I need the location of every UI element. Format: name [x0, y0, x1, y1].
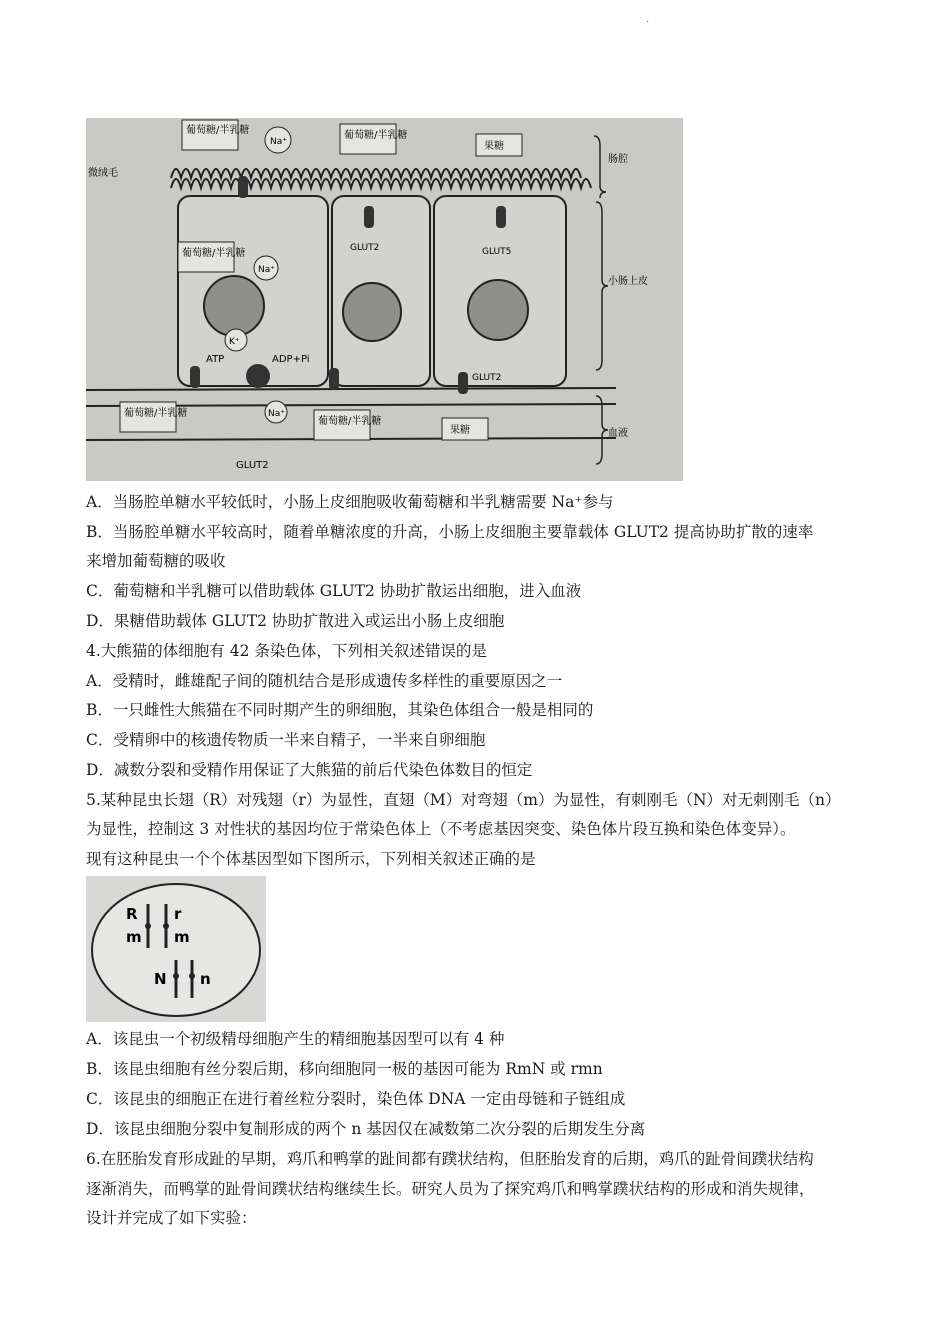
- q6-stem-3: 设计并完成了如下实验：: [86, 1209, 257, 1227]
- label-glut5: GLUT5: [482, 247, 512, 257]
- label-glut2-mid: GLUT2: [350, 243, 380, 253]
- q5-option-d: D．该昆虫细胞分裂中复制形成的两个 n 基因仅在减数第二次分裂的后期发生分离: [86, 1120, 646, 1138]
- q4-option-b: B．一只雌性大熊猫在不同时期产生的卵细胞，其染色体组合一般是相同的: [86, 701, 594, 719]
- q3-option-b-cont: 来增加葡萄糖的吸收: [86, 552, 226, 570]
- q5-stem-1: 5.某种昆虫长翅（R）对残翅（r）为显性，直翅（M）对弯翅（m）为显性，有刺刚毛（N）对无刺刚毛（n）: [86, 791, 841, 809]
- q3-option-c: C．葡萄糖和半乳糖可以借助载体 GLUT2 协助扩散运出细胞，进入血液: [86, 582, 582, 600]
- label-k: K⁺: [229, 337, 240, 347]
- chromosome-figure: [86, 876, 266, 1022]
- label-glucose-galactose-blood-left: 葡萄糖/半乳糖: [124, 408, 188, 419]
- q5-option-a: A．该昆虫一个初级精母细胞产生的精细胞基因型可以有 4 种: [86, 1030, 505, 1048]
- q5-stem-2: 为显性，控制这 3 对性状的基因均位于常染色体上（不考虑基因突变、染色体片段互换和染色体变异）。: [86, 820, 796, 838]
- gene-r: r: [174, 905, 182, 923]
- label-adp: ADP+Pi: [272, 354, 310, 365]
- q4-option-a: A．受精时，雌雄配子间的随机结合是形成遗传多样性的重要原因之一: [86, 672, 563, 690]
- label-glut2-right: GLUT2: [472, 373, 502, 383]
- q4-option-c: C．受精卵中的核遗传物质一半来自精子，一半来自卵细胞: [86, 731, 486, 749]
- label-glucose-galactose-cell: 葡萄糖/半乳糖: [182, 248, 246, 259]
- q3-option-a: A．当肠腔单糖水平较低时，小肠上皮细胞吸收葡萄糖和半乳糖需要 Na⁺参与: [86, 493, 614, 511]
- q3-option-d: D．果糖借助载体 GLUT2 协助扩散进入或运出小肠上皮细胞: [86, 612, 505, 630]
- label-fructose-blood: 果糖: [450, 425, 470, 436]
- gene-N: N: [154, 970, 167, 988]
- label-glut2-bottom: GLUT2: [236, 460, 269, 471]
- q4-option-d: D．减数分裂和受精作用保证了大熊猫的前后代染色体数目的恒定: [86, 761, 533, 779]
- gene-R: R: [126, 905, 138, 923]
- q5-option-b: B．该昆虫细胞有丝分裂后期，移向细胞同一极的基因可能为 RmN 或 rmn: [86, 1060, 603, 1078]
- label-glucose-galactose-mid: 葡萄糖/半乳糖: [344, 130, 408, 141]
- label-atp: ATP: [206, 354, 225, 365]
- gene-m-left: m: [126, 928, 142, 946]
- label-blood: 血液: [608, 428, 628, 439]
- gene-n: n: [200, 970, 211, 988]
- label-na-bottom: Na⁺: [268, 409, 285, 419]
- label-na-cell: Na⁺: [258, 265, 275, 275]
- label-lumen: 肠腔: [608, 154, 628, 165]
- q5-stem-3: 现有这种昆虫一个个体基因型如下图所示，下列相关叙述正确的是: [86, 850, 536, 868]
- q6-stem-1: 6.在胚胎发育形成趾的早期，鸡爪和鸭掌的趾间都有蹼状结构，但胚胎发育的后期，鸡爪的趾骨间蹼状结构: [86, 1150, 814, 1168]
- q4-stem: 4.大熊猫的体细胞有 42 条染色体，下列相关叙述错误的是: [86, 642, 487, 660]
- label-na-top: Na⁺: [270, 137, 287, 147]
- label-epithelium: 小肠上皮: [608, 276, 648, 287]
- label-fructose-top: 果糖: [484, 141, 504, 152]
- gene-m-right: m: [174, 928, 190, 946]
- q3-option-b: B．当肠腔单糖水平较高时，随着单糖浓度的升高，小肠上皮细胞主要靠载体 GLUT2 提高协助扩散的速率: [86, 523, 814, 541]
- label-glucose-galactose-top: 葡萄糖/半乳糖: [186, 125, 250, 136]
- header-mark: .: [646, 14, 650, 25]
- label-microvilli: 微绒毛: [88, 168, 118, 179]
- q6-stem-2: 逐渐消失，而鸭掌的趾骨间蹼状结构继续生长。研究人员为了探究鸡爪和鸭掌蹼状结构的形成和消失规律，: [86, 1180, 815, 1198]
- intestinal-transport-figure: [86, 118, 683, 481]
- q5-option-c: C．该昆虫的细胞正在进行着丝粒分裂时，染色体 DNA 一定由母链和子链组成: [86, 1090, 626, 1108]
- label-glucose-galactose-blood-right: 葡萄糖/半乳糖: [318, 416, 382, 427]
